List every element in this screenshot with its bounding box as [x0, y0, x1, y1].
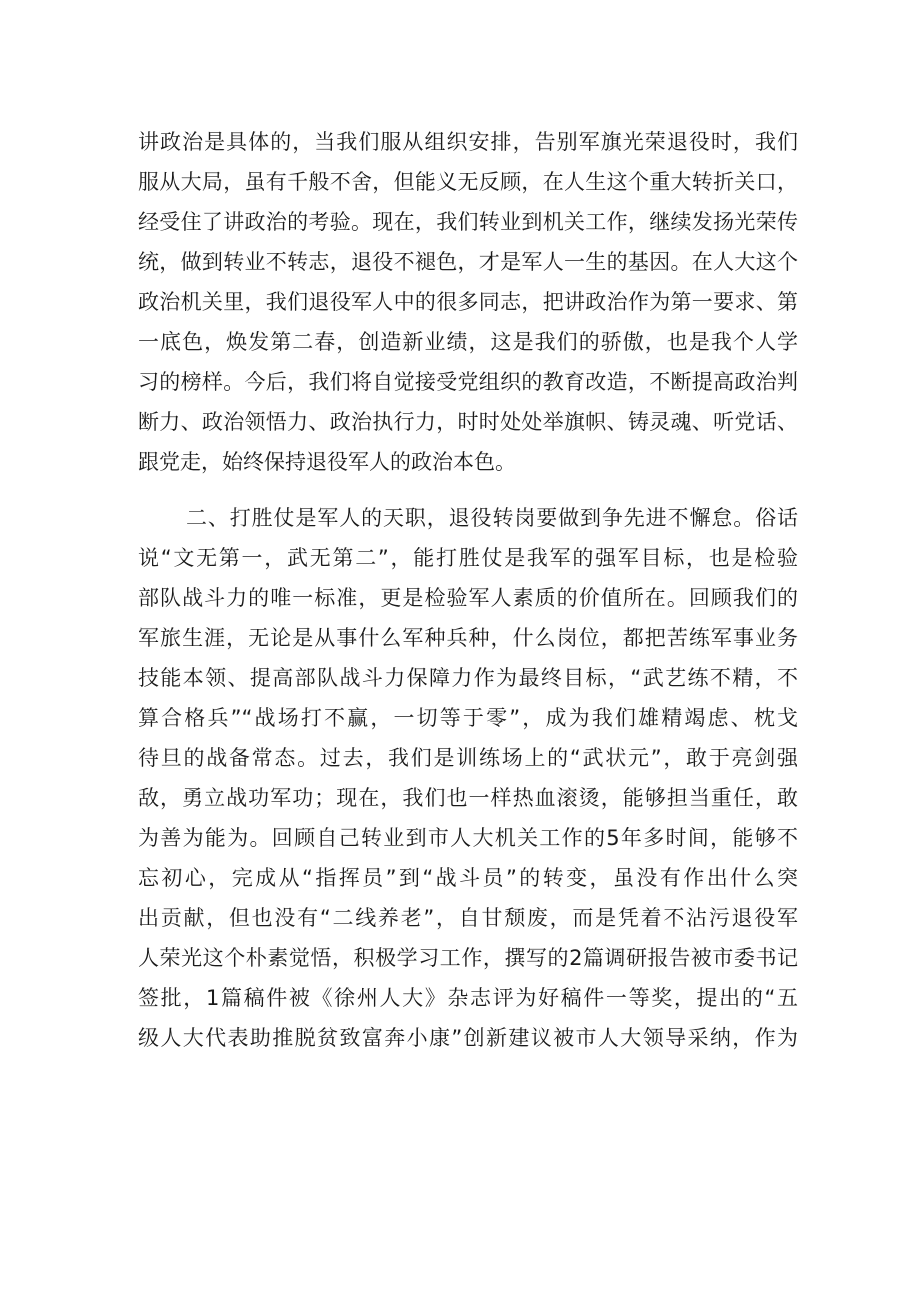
- text-line: 签批，1篇稿件被《徐州人大》杂志评为好稿件一等奖，提出的“五: [138, 986, 798, 1010]
- text-line: 经受住了讲政治的考验。现在，我们转业到机关工作，继续发扬光荣传: [138, 210, 798, 234]
- text-line: 一底色，焕发第二春，创造新业绩，这是我们的骄傲，也是我个人学: [138, 330, 798, 354]
- text-line: 技能本领、提高部队战斗力保障力作为最终目标，“武艺练不精，不: [138, 666, 798, 690]
- text-line: 出贡献，但也没有“二线养老”，自甘颓废，而是凭着不沾污退役军: [138, 906, 798, 930]
- text-line: 级人大代表助推脱贫致富奔小康”创新建议被市人大领导采纳，作为: [138, 1026, 798, 1050]
- text-line: 人荣光这个朴素觉悟，积极学习工作，撰写的2篇调研报告被市委书记: [138, 946, 798, 970]
- text-line: 部队战斗力的唯一标准，更是检验军人素质的价值所在。回顾我们的: [138, 586, 798, 610]
- text-line: 服从大局，虽有千般不舍，但能义无反顾，在人生这个重大转折关口，: [138, 170, 798, 194]
- text-line: 敌，勇立战功军功；现在，我们也一样热血滚烫，能够担当重任，敢: [138, 786, 798, 810]
- text-line: 讲政治是具体的，当我们服从组织安排，告别军旗光荣退役时，我们: [138, 130, 798, 154]
- section-heading-line: 二、打胜仗是军人的天职，退役转岗要做到争先进不懈怠。俗话: [186, 506, 798, 530]
- text-line: 军旅生涯，无论是从事什么军种兵种，什么岗位，都把苦练军事业务: [138, 626, 798, 650]
- text-line: 为善为能为。回顾自己转业到市人大机关工作的5年多时间，能够不: [138, 826, 798, 850]
- text-line: 断力、政治领悟力、政治执行力，时时处处举旗帜、铸灵魂、听党话、: [138, 410, 798, 434]
- text-line: 政治机关里，我们退役军人中的很多同志，把讲政治作为第一要求、第: [138, 290, 798, 314]
- text-line: 统，做到转业不转志，退役不褪色，才是军人一生的基因。在人大这个: [138, 250, 798, 274]
- paragraph-end-line: 跟党走，始终保持退役军人的政治本色。: [138, 450, 516, 474]
- text-line: 算合格兵”“战场打不赢，一切等于零”，成为我们雄精竭虑、枕戈: [138, 706, 798, 730]
- text-line: 习的榜样。今后，我们将自觉接受党组织的教育改造，不断提高政治判: [138, 370, 798, 394]
- text-line: 说“文无第一，武无第二”，能打胜仗是我军的强军目标，也是检验: [138, 546, 798, 570]
- text-line: 忘初心，完成从“指挥员”到“战斗员”的转变，虽没有作出什么突: [138, 866, 798, 890]
- text-line: 待旦的战备常态。过去，我们是训练场上的“武状元”，敢于亮剑强: [138, 746, 798, 770]
